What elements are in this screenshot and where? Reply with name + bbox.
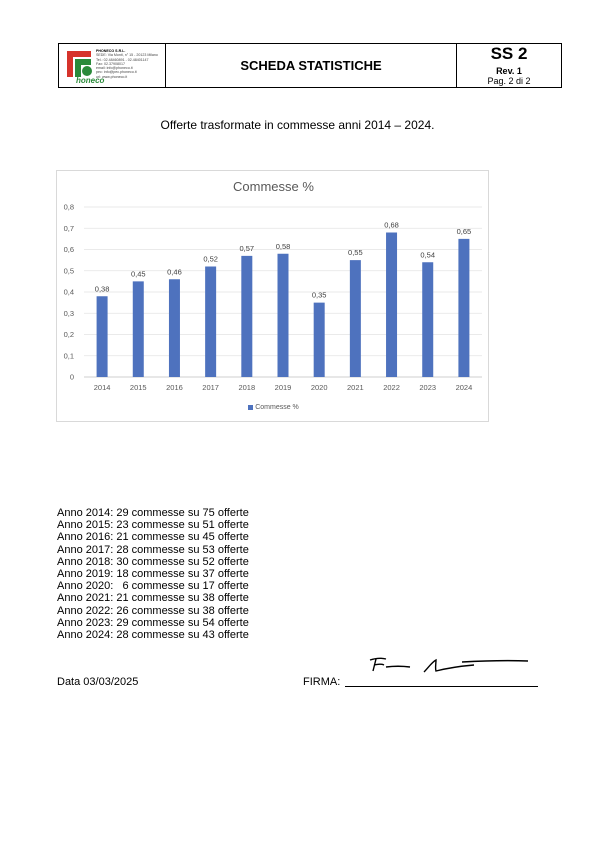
company-info-line: pec: info@pec.phoneco.it	[96, 70, 137, 75]
company-info-line: SEDE: Via Monti, n° 15 - 20123 Milano	[96, 53, 158, 58]
header-title: SCHEDA STATISTICHE	[166, 44, 457, 87]
y-tick-label: 0,8	[63, 202, 74, 212]
y-tick-label: 0,7	[63, 223, 74, 233]
bar	[205, 267, 216, 378]
document-code-box	[457, 44, 561, 87]
legend-label: Commesse %	[255, 404, 299, 411]
handwritten-signature	[362, 652, 532, 676]
stats-line: Anno 2024: 28 commesse su 43 offerte	[57, 629, 249, 642]
company-info-line: Fax: 02.37908017	[96, 61, 125, 66]
x-tick-label: 2022	[383, 383, 400, 392]
bar	[241, 256, 252, 377]
revision-label: Rev. 1	[496, 66, 522, 76]
data-label: 0,52	[203, 254, 218, 264]
stats-line: Anno 2014: 29 commesse su 75 offerte	[57, 507, 249, 519]
chart-title: Commesse %	[233, 179, 314, 194]
x-tick-label: 2017	[202, 383, 219, 392]
company-info-line: email: info@phoneco.it	[96, 66, 133, 71]
bar	[350, 260, 361, 377]
company-info	[96, 49, 158, 79]
company-info-line: Tel.: 02.48460891 - 02.48401147	[96, 57, 149, 62]
x-tick-label: 2018	[238, 383, 256, 392]
data-label: 0,35	[311, 290, 327, 300]
bar	[278, 254, 289, 377]
data-label: 0,68	[384, 220, 399, 230]
stats-line: Anno 2016: 21 commesse su 45 offerte	[57, 531, 249, 544]
data-label: 0,58	[275, 241, 291, 251]
data-label: 0,65	[456, 226, 472, 236]
stats-list	[57, 507, 249, 641]
stats-line: Anno 2020: 6 commesse su 17 offerte	[57, 580, 249, 593]
signature-label: FIRMA:	[303, 676, 341, 688]
bar	[133, 281, 144, 377]
phoneco-logo-icon	[65, 49, 95, 79]
page-number: Pag. 2 di 2	[487, 76, 531, 86]
document-title: Offerte trasformate in commesse anni 2014 – 2024.	[160, 118, 435, 132]
signature-line	[345, 686, 538, 687]
y-tick-label: 0,6	[63, 245, 74, 254]
company-info-line: PHONECO S.R.L.	[96, 49, 126, 53]
stats-line: Anno 2015: 23 commesse su 51 offerte	[57, 519, 249, 532]
legend-swatch	[248, 405, 253, 410]
document-date: Data 03/03/2025	[57, 676, 139, 688]
stats-line: Anno 2022: 26 commesse su 38 offerte	[57, 604, 249, 617]
data-label: 0,45	[130, 269, 146, 279]
y-tick-label: 0,2	[63, 330, 74, 339]
company-logo	[59, 44, 166, 87]
x-tick-label: 2016	[166, 383, 183, 392]
data-label: 0,46	[167, 267, 182, 277]
company-info-line: url: www.phoneco.it	[96, 74, 128, 79]
bar	[169, 279, 180, 377]
y-tick-label: 0,1	[63, 351, 74, 361]
bar	[422, 262, 433, 377]
bar	[314, 303, 325, 377]
stats-line: Anno 2018: 30 commesse su 52 offerte	[57, 555, 249, 568]
logo-brand-text: honeco	[76, 76, 105, 85]
x-tick-label: 2024	[455, 383, 473, 392]
bar	[97, 296, 108, 377]
bar-chart	[57, 171, 490, 423]
bar	[386, 233, 397, 378]
y-tick-label: 0,3	[63, 308, 74, 318]
document-header	[58, 43, 562, 88]
stats-line: Anno 2023: 29 commesse su 54 offerte	[57, 616, 249, 629]
stats-line: Anno 2021: 21 commesse su 38 offerte	[57, 592, 249, 605]
y-tick-label: 0	[69, 372, 74, 382]
y-tick-label: 0,4	[63, 287, 74, 297]
data-label: 0,57	[239, 243, 255, 253]
bar	[458, 239, 469, 377]
chart-legend	[57, 404, 490, 411]
data-label: 0,38	[94, 284, 110, 294]
document-code: SS 2	[490, 44, 528, 63]
x-tick-label: 2019	[274, 383, 292, 392]
data-label: 0,55	[348, 248, 363, 258]
x-tick-label: 2015	[129, 383, 147, 392]
chart-frame	[56, 170, 489, 422]
x-tick-label: 2023	[419, 383, 437, 392]
x-tick-label: 2020	[310, 383, 328, 392]
y-tick-label: 0,5	[63, 266, 74, 276]
x-tick-label: 2021	[347, 383, 364, 392]
stats-line: Anno 2017: 28 commesse su 53 offerte	[57, 543, 249, 556]
stats-line: Anno 2019: 18 commesse su 37 offerte	[57, 568, 249, 581]
x-tick-label: 2014	[93, 383, 111, 392]
data-label: 0,54	[420, 250, 436, 260]
